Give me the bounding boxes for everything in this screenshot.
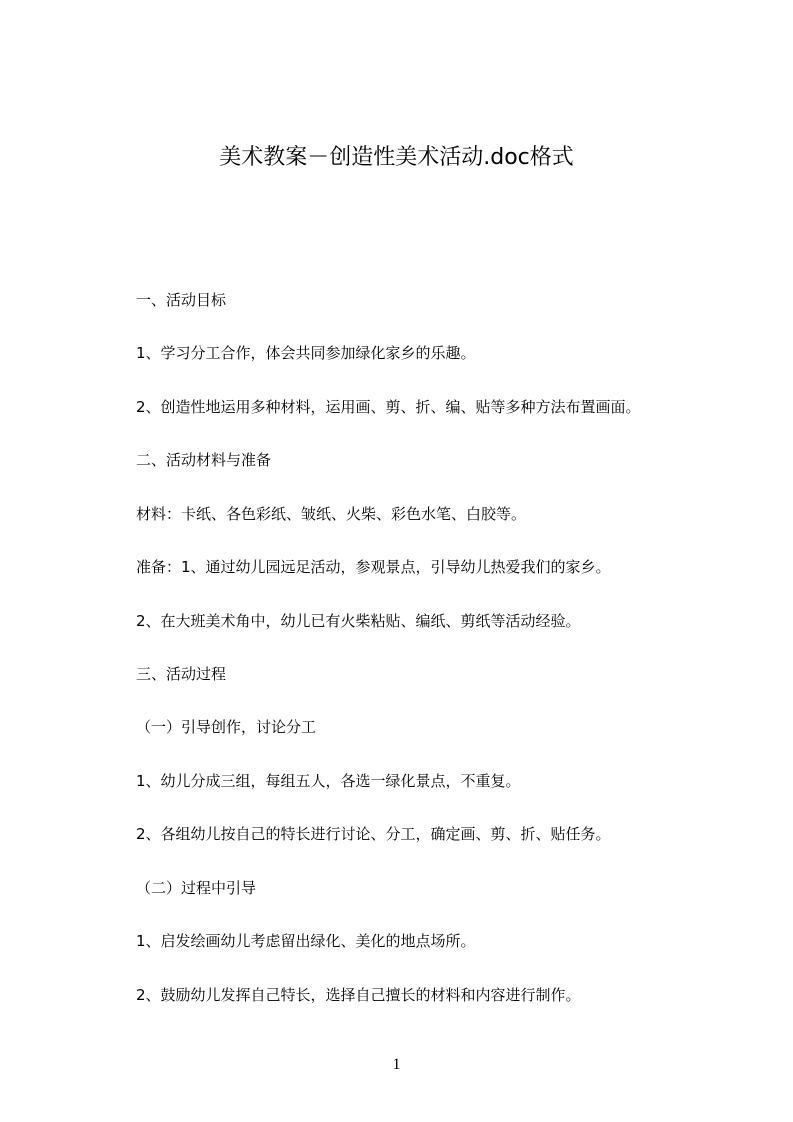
paragraph: 1、幼儿分成三组，每组五人，各选一绿化景点，不重复。 [136,772,521,790]
paragraph: 准备：1、通过幼儿园远足活动，参观景点，引导幼儿热爱我们的家乡。 [136,558,611,576]
section-heading: 三、活动过程 [136,665,227,683]
paragraph: 2、各组幼儿按自己的特长进行讨论、分工，确定画、剪、折、贴任务。 [136,825,611,843]
paragraph: 2、鼓励幼儿发挥自己特长，选择自己擅长的材料和内容进行制作。 [136,986,581,1004]
paragraph: 材料：卡纸、各色彩纸、皱纸、火柴、彩色水笔、白胶等。 [136,505,527,523]
section-heading: 一、活动目标 [136,291,227,309]
page-number: 1 [392,1056,401,1073]
subsection-heading: （一）引导创作，讨论分工 [136,718,317,736]
document-title: 美术教案－创造性美术活动.doc格式 [219,145,574,170]
paragraph: 1、启发绘画幼儿考虑留出绿化、美化的地点场所。 [136,932,476,950]
paragraph: 2、在大班美术角中，幼儿已有火柴粘贴、编纸、剪纸等活动经验。 [136,612,581,630]
paragraph: 1、学习分工合作，体会共同参加绿化家乡的乐趣。 [136,344,476,362]
subsection-heading: （二）过程中引导 [136,879,257,897]
section-heading: 二、活动材料与准备 [136,451,272,469]
paragraph: 2、创造性地运用多种材料，运用画、剪、折、编、贴等多种方法布置画面。 [136,398,641,416]
